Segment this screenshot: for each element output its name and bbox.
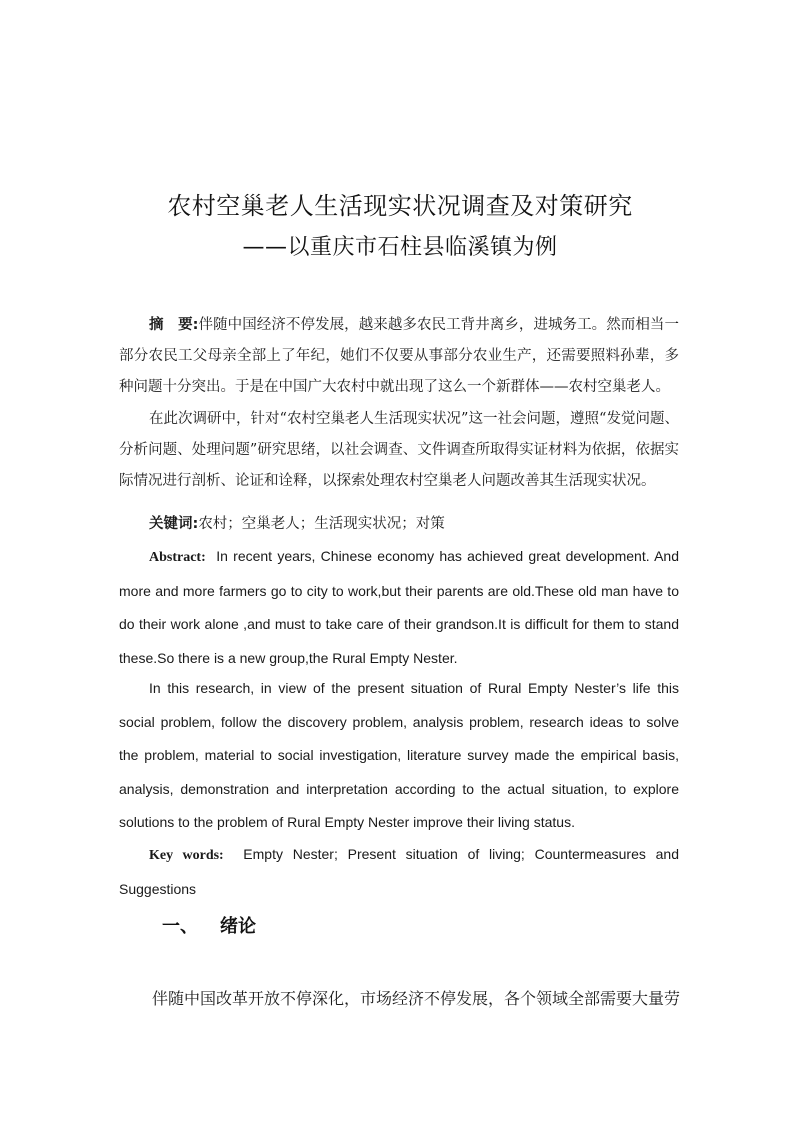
abstract-zh-label: 摘 要: (149, 317, 199, 333)
keywords-en-label: Key words: (149, 848, 224, 863)
abstract-en-paragraph-1 (119, 540, 679, 675)
abstract-en-paragraph-2: In this research, in view of the present situation of Rural Empty Nester’s life this social problem, follow the discovery problem, analysis problem, research ideas to solve the problem, material to social investigation, literature survey made the empirical basis, analysis, demonstration and interpretation according to the actual situation, to explore solutions to the problem of Rural Empty Nester improve their living status. (119, 680, 679, 830)
keywords-zh-text: 农村；空巢老人；生活现实状况；对策 (198, 516, 445, 532)
abstract-en-text-1: In recent years, Chinese economy has achieved great development. And more and more farmers go to city to work,but their parents are old.These old man have to do their work alone ,and must to take care of their grandson.It is difficult for them to stand these.So there is a new group,the Rural Empty Nester. (119, 548, 679, 666)
section-title: 绪论 (220, 916, 256, 937)
document-title: 农村空巢老人生活现实状况调查及对策研究 (167, 192, 633, 220)
abstract-zh-paragraph-2: 在此次调研中，针对“农村空巢老人生活现实状况”这一社会问题，遵照“发觉问题、分析问题、处理问题”研究思绪，以社会调查、文件调查所取得实证材料为依据，依据实际情况进行剖析、论证和诠释，以探索处理农村空巢老人问题改善其生活现实状况。 (119, 411, 679, 489)
abstract-zh-text-1: 伴随中国经济不停发展，越来越多农民工背井离乡，进城务工。然而相当一部分农民工父母亲全部上了年纪，她们不仅要从事部分农业生产，还需要照料孙辈，多种问题十分突出。于是在中国广大农村中就出现了这么一个新群体——农村空巢老人。 (119, 317, 679, 395)
body-paragraph: 伴随中国改革开放不停深化，市场经济不停发展，各个领域全部需要大量劳 (152, 989, 681, 1008)
keywords-zh (119, 509, 679, 540)
keywords-en-text: Empty Nester; Present situation of living; Countermeasures and Suggestions (119, 846, 680, 897)
document-subtitle: ——以重庆市石柱县临溪镇为例 (242, 235, 558, 260)
keywords-en (119, 838, 679, 906)
keywords-zh-label: 关键词: (149, 516, 199, 532)
section-number: 一、 (162, 916, 198, 937)
abstract-en-label: Abstract: (149, 550, 206, 565)
section-heading (162, 912, 256, 938)
abstract-zh-paragraph-1 (119, 310, 679, 403)
